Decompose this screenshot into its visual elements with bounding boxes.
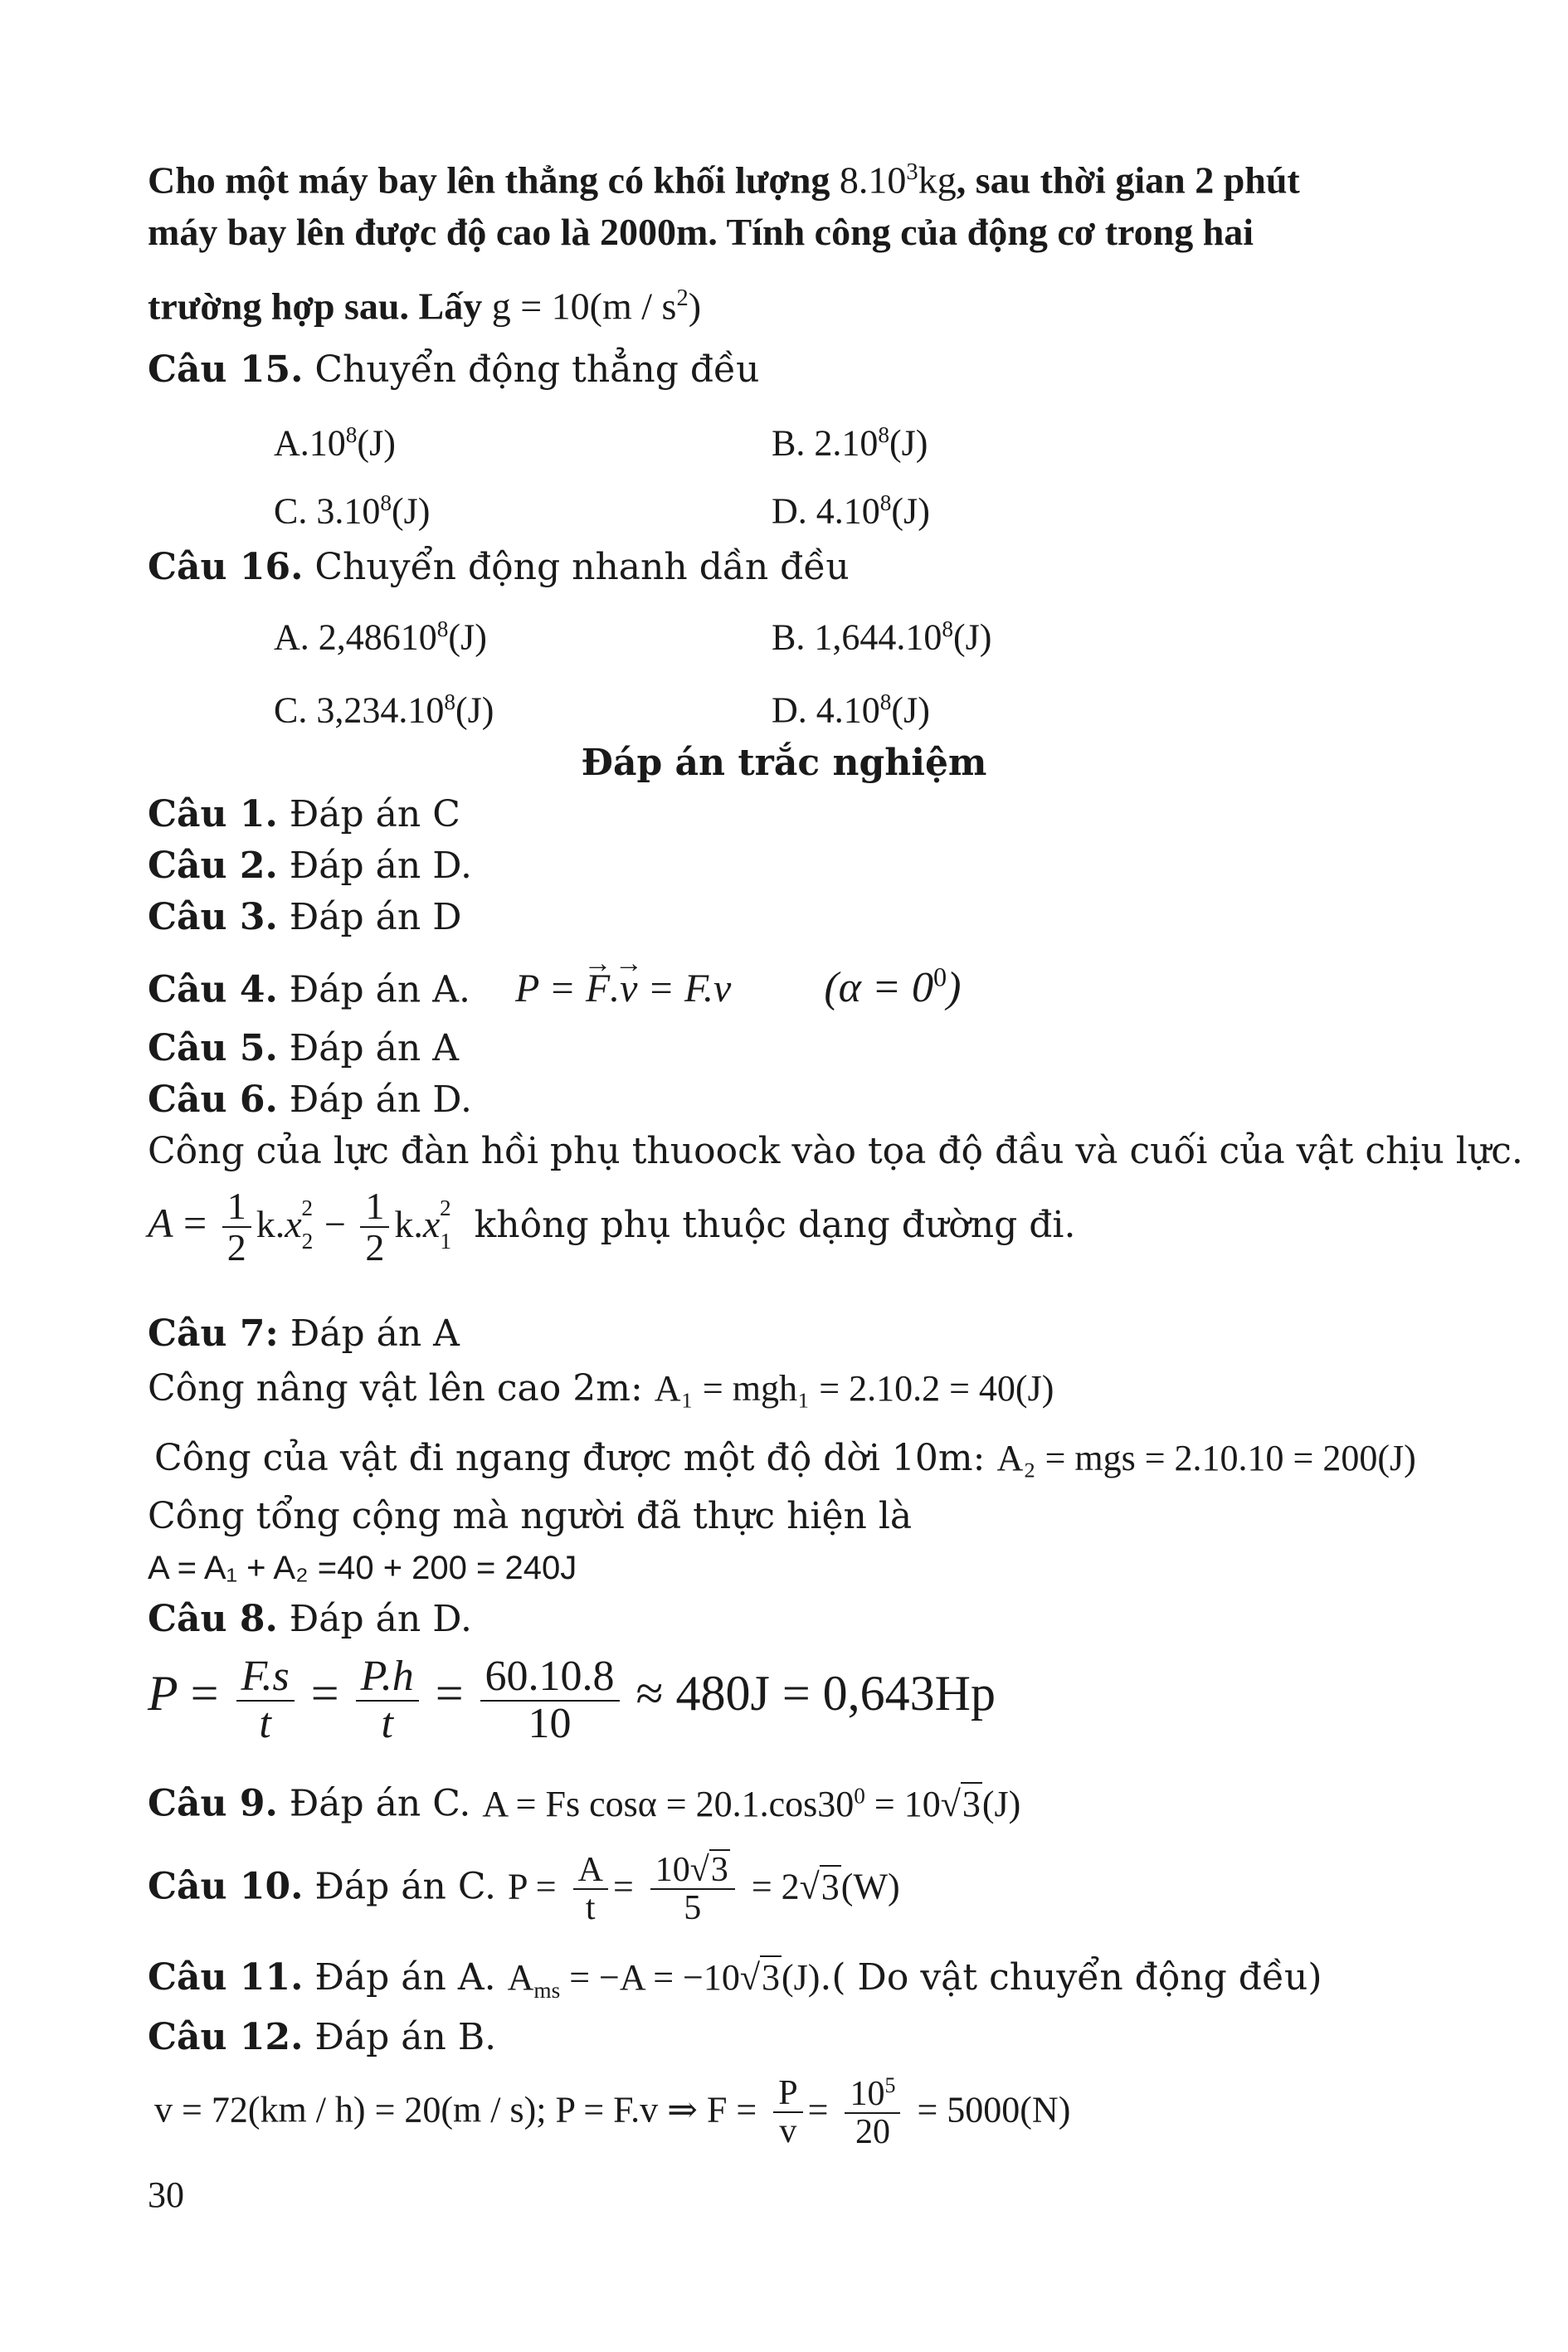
answer-7: Câu 7: Đáp án A <box>148 1312 460 1355</box>
answer-11: Câu 11. Đáp án A. $A_{ms} = -A = -10√3(J)$.( Do vật chuyển động đều) <box>148 1956 1322 2003</box>
elastic-work-formula: A = $\frac{1}{2}$ $k.x_2^2$ − $\frac{1}{2}$ $k.x_1^2$ không phụ thuộc dạng đường đi. <box>148 1185 1076 1269</box>
answer-8: Câu 8. Đáp án D. <box>148 1598 472 1640</box>
page-number: 30 <box>148 2174 184 2215</box>
answer-12-formula: v = 72(km / h) = 20(m / s); P = F.v ⇒ F = $\frac{P}{v}$ = $\frac{10^5}{20}$ = 5000(N) <box>154 2073 1071 2152</box>
question-15: Câu 15. Chuyển động thẳng đều <box>148 348 760 391</box>
q15-option-a: $A.10^8(J)$ <box>274 422 396 464</box>
answer-1: Câu 1. Đáp án C <box>148 793 460 835</box>
q15-option-c: C. 3.10$^8$(J) <box>274 490 431 532</box>
answer-4: Câu 4. Đáp án A. P = → F.→ v = F.v $(\alpha = 0^0)$ <box>148 954 961 1013</box>
answer-7-line-2: Công của vật đi ngang được một độ dời 10m: A₂ = mgs = 2.10.10 = 200(J) <box>154 1437 1416 1479</box>
q16-option-b: B. 1,644.10$^8$(J) <box>772 616 992 658</box>
q16-option-d: D. 4.10$^8$(J) <box>772 689 930 731</box>
q15-option-b: B. 2.10$^8$(J) <box>772 422 928 464</box>
answer-2: Câu 2. Đáp án D. <box>148 845 472 887</box>
answer-7-line-3: Công tổng cộng mà người đã thực hiện là <box>148 1495 913 1537</box>
problem-line-2: máy bay lên được độ cao là 2000m. Tính công của động cơ trong hai <box>148 211 1254 253</box>
answer-10: Câu 10. Đáp án C. P = $\frac{A}{t}$ = $\frac{10√3}{5}$ = 2√3(W) <box>148 1851 900 1928</box>
answer-3: Câu 3. Đáp án D <box>148 896 462 938</box>
answer-heading: Đáp án trắc nghiệm <box>581 742 987 784</box>
q15-option-d: D. 4.10$^8$(J) <box>772 490 930 532</box>
problem-line-1: Cho một máy bay lên thẳng có khối lượng 8.10$^3$kg, sau thời gian 2 phút <box>148 158 1300 202</box>
answer-6: Câu 6. Đáp án D. <box>148 1079 472 1121</box>
answer-9: Câu 9. Đáp án C. A = Fs $\cos\alpha = 20.1.\cos 30^0 = 10√3(J)$ <box>148 1782 1021 1825</box>
answer-6-explanation: Công của lực đàn hồi phụ thuoock vào tọa độ đầu và cuối của vật chịu lực. <box>148 1130 1523 1172</box>
q16-option-a: A. 2,48610$^8$(J) <box>274 616 487 658</box>
answer-7-line-1: Công nâng vật lên cao 2m: A₁ = mgh₁ = 2.10.2 = 40(J) <box>148 1367 1054 1410</box>
q16-option-c: C. 3,234.10$^8$(J) <box>274 689 494 731</box>
power-formula: P = $\frac{F.s}{t}$ = $\frac{P.h}{t}$ = $\frac{60.10.8}{10}$ ≈ 480J = 0,643Hp <box>148 1653 996 1747</box>
angle-condition: $(\alpha = 0^0)$ <box>824 962 962 1012</box>
problem-line-3: trường hợp sau. Lấy $g = 10(m / s^2)$ <box>148 285 702 328</box>
question-16: Câu 16. Chuyển động nhanh dần đều <box>148 546 850 588</box>
answer-12: Câu 12. Đáp án B. <box>148 2016 497 2058</box>
answer-7-total: A = A₁ + A₂ =40 + 200 = 240J <box>148 1550 577 1586</box>
answer-5: Câu 5. Đáp án A <box>148 1027 460 1069</box>
